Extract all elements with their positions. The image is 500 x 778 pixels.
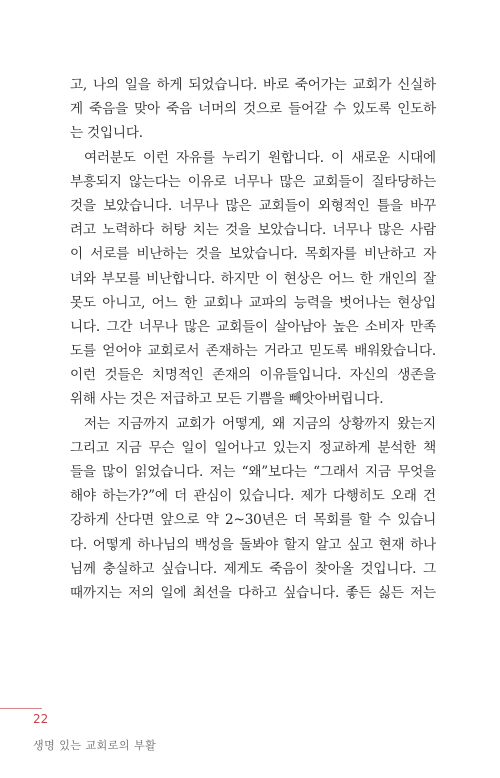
body-text bbox=[70, 73, 436, 605]
text-line: 려고 노력하다 허탕 치는 것을 보았습니다. 너무나 많은 사람 bbox=[70, 222, 436, 239]
text-line: 그리고 지금 무슨 일이 일어나고 있는지 정교하게 분석한 책 bbox=[70, 439, 436, 456]
text-line: 이 서로를 비난하는 것을 보았습니다. 목회자를 비난하고 자 bbox=[70, 246, 436, 263]
text-line: 님께 충실하고 싶습니다. 제게도 죽음이 찾아올 것입니다. 그 bbox=[70, 560, 436, 577]
text-line: 강하게 산다면 앞으로 약 2~30년은 더 목회를 할 수 있습니 bbox=[70, 512, 436, 529]
text-line: 저는 지금까지 교회가 어떻게, 왜 지금의 상황까지 왔는지 bbox=[84, 415, 436, 432]
text-line: 부흥되지 않는다는 이유로 너무나 많은 교회들이 질타당하는 bbox=[70, 173, 436, 190]
text-line: 여러분도 이런 자유를 누리기 원합니다. 이 새로운 시대에 bbox=[84, 149, 436, 166]
text-line: 도를 얻어야 교회로서 존재하는 거라고 믿도록 배워왔습니다. bbox=[70, 343, 436, 360]
footer-divider bbox=[0, 708, 42, 709]
text-line: 들을 많이 읽었습니다. 저는 “왜”보다는 “그래서 지금 무엇을 bbox=[70, 464, 436, 480]
text-line: 위해 사는 것은 저급하고 모든 기쁨을 빼앗아버립니다. bbox=[70, 391, 384, 408]
running-title: 생명 있는 교회로의 부활 bbox=[33, 739, 157, 752]
text-line: 때까지는 저의 일에 최선을 다하고 싶습니다. 좋든 싫든 저는 bbox=[70, 584, 436, 601]
text-line: 해야 하는가?”에 더 관심이 있습니다. 제가 다행히도 오래 건 bbox=[70, 488, 436, 505]
paragraph-3 bbox=[70, 412, 436, 606]
text-line: 녀와 부모를 비난합니다. 하지만 이 현상은 어느 한 개인의 잘 bbox=[70, 270, 436, 287]
text-line: 게 죽음을 맞아 죽음 너머의 것으로 들어갈 수 있도록 인도하 bbox=[70, 101, 436, 118]
text-line: 는 것입니다. bbox=[70, 125, 143, 142]
text-line: 것을 보았습니다. 너무나 많은 교회들이 외형적인 틀을 바꾸 bbox=[70, 197, 436, 214]
paragraph-2 bbox=[70, 146, 436, 412]
page-number: 22 bbox=[33, 712, 49, 726]
text-line: 니다. 그간 너무나 많은 교회들이 살아남아 높은 소비자 만족 bbox=[70, 318, 436, 335]
text-line: 고, 나의 일을 하게 되었습니다. 바로 죽어가는 교회가 신실하 bbox=[70, 77, 436, 93]
text-line: 못도 아니고, 어느 한 교회나 교파의 능력을 벗어나는 현상입 bbox=[70, 294, 436, 311]
text-line: 다. 어떻게 하나님의 백성을 돌봐야 할지 알고 싶고 현재 하나 bbox=[70, 536, 436, 553]
paragraph-1 bbox=[70, 73, 436, 146]
text-line: 이런 것들은 치명적인 존재의 이유들입니다. 자신의 생존을 bbox=[70, 367, 436, 384]
